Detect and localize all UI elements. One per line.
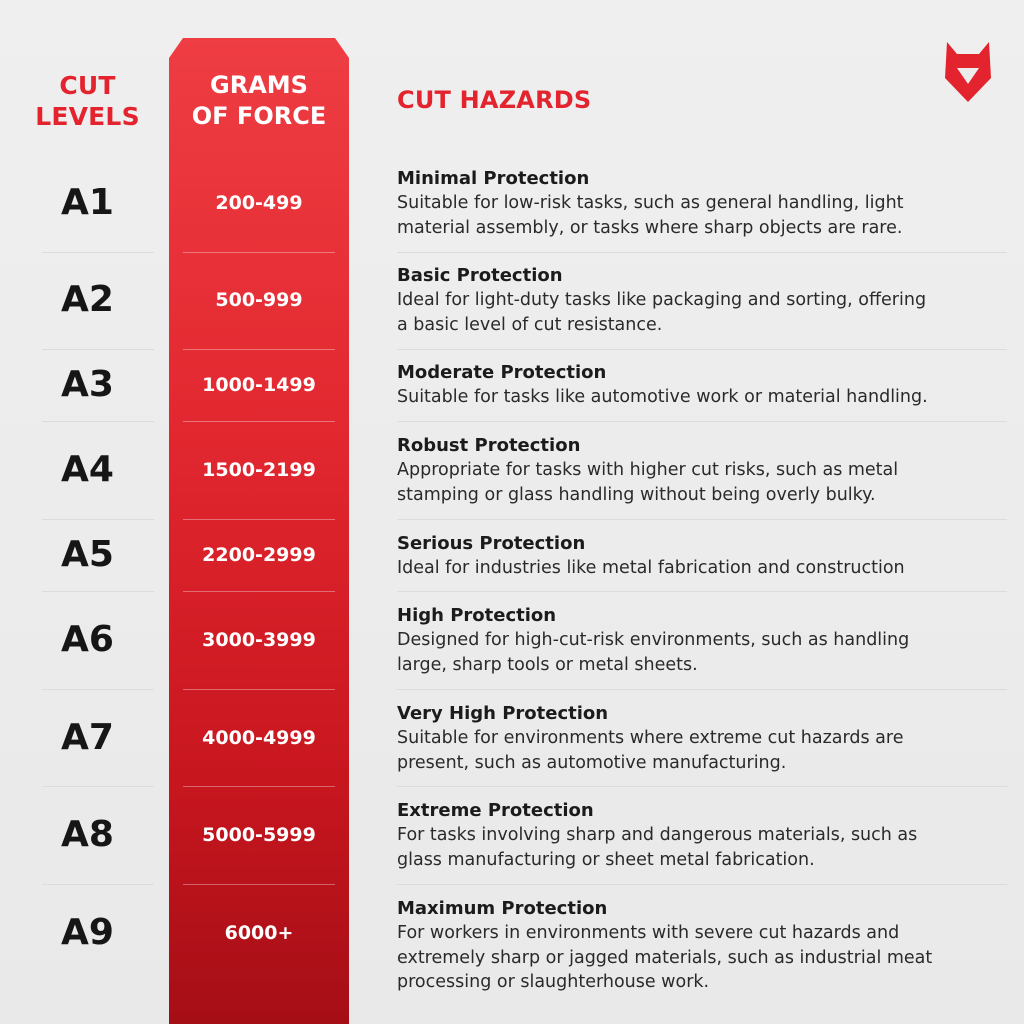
cut-level-label: A1 bbox=[61, 182, 114, 223]
hazard-text-line2: glass manufacturing or sheet metal fabrication. bbox=[397, 849, 815, 870]
hazard-text-line1: For tasks involving sharp and dangerous materials, such as bbox=[397, 825, 918, 845]
hazard-description bbox=[397, 897, 1007, 995]
cut-levels-header bbox=[20, 70, 155, 132]
hazard-description bbox=[397, 532, 1007, 581]
hazard-text-line2: a basic level of cut resistance. bbox=[397, 314, 663, 335]
grams-of-force-header bbox=[169, 70, 349, 132]
hazard-text-line2: present, such as automotive manufacturing. bbox=[397, 752, 787, 773]
hazard-description bbox=[397, 434, 1007, 507]
cut-level-label: A3 bbox=[61, 364, 114, 405]
hazard-text-line3: processing or slaughterhouse work. bbox=[397, 972, 710, 992]
cut-level-label: A5 bbox=[61, 534, 114, 575]
grams-of-force-value: 200-499 bbox=[215, 192, 303, 214]
hazard-text-line1: Ideal for industries like metal fabrication and construction bbox=[397, 558, 905, 578]
hazard-description bbox=[397, 264, 1007, 337]
grams-of-force-value: 1500-2199 bbox=[202, 459, 316, 481]
grams-of-force-value: 5000-5999 bbox=[202, 824, 316, 846]
hazard-text-line1: For workers in environments with severe cut hazards and bbox=[397, 923, 900, 943]
row-divider-left bbox=[42, 591, 154, 592]
row-divider-left bbox=[42, 421, 154, 422]
hazard-description bbox=[397, 702, 1007, 775]
cut-level-label: A7 bbox=[61, 717, 114, 758]
hazard-title: Maximum Protection bbox=[397, 898, 608, 919]
hazard-title: Extreme Protection bbox=[397, 800, 594, 821]
grams-of-force-value: 4000-4999 bbox=[202, 727, 316, 749]
hazard-text-line1: Appropriate for tasks with higher cut risks, such as metal bbox=[397, 460, 899, 480]
shield-mascot-icon bbox=[943, 40, 993, 104]
cut-levels-header-line1: CUT bbox=[59, 71, 116, 100]
row-divider-left bbox=[42, 519, 154, 520]
hazard-description bbox=[397, 799, 1007, 872]
hazard-title: High Protection bbox=[397, 605, 557, 626]
hazard-description bbox=[397, 604, 1007, 677]
row-divider-column bbox=[183, 252, 335, 253]
grams-of-force-header-line2: OF FORCE bbox=[191, 102, 327, 130]
row-divider-column bbox=[183, 689, 335, 690]
hazard-title: Minimal Protection bbox=[397, 168, 590, 189]
row-divider-right bbox=[397, 689, 1007, 690]
hazard-text-line2: material assembly, or tasks where sharp objects are rare. bbox=[397, 217, 903, 238]
hazard-description bbox=[397, 361, 1007, 410]
row-divider-left bbox=[42, 252, 154, 253]
hazard-title: Robust Protection bbox=[397, 435, 581, 456]
grams-of-force-header-line1: GRAMS bbox=[210, 71, 308, 99]
hazard-title: Serious Protection bbox=[397, 533, 586, 554]
row-divider-right bbox=[397, 421, 1007, 422]
grams-of-force-value: 500-999 bbox=[215, 289, 303, 311]
row-divider-column bbox=[183, 786, 335, 787]
hazard-text-line1: Suitable for tasks like automotive work or material handling. bbox=[397, 387, 928, 407]
hazard-text-line1: Designed for high-cut-risk environments, such as handling bbox=[397, 630, 910, 650]
hazard-title: Moderate Protection bbox=[397, 362, 607, 383]
row-divider-right bbox=[397, 349, 1007, 350]
cut-level-label: A9 bbox=[61, 912, 114, 953]
hazard-text-line1: Suitable for low-risk tasks, such as general handling, light bbox=[397, 193, 904, 213]
row-divider-column bbox=[183, 421, 335, 422]
grams-of-force-value: 1000-1499 bbox=[202, 374, 316, 396]
hazard-title: Very High Protection bbox=[397, 703, 609, 724]
row-divider-left bbox=[42, 786, 154, 787]
cut-level-label: A4 bbox=[61, 449, 114, 490]
hazard-text-line2: extremely sharp or jagged materials, such as industrial meat bbox=[397, 947, 933, 968]
cut-level-label: A6 bbox=[61, 619, 114, 660]
row-divider-column bbox=[183, 884, 335, 885]
grams-of-force-value: 2200-2999 bbox=[202, 544, 316, 566]
row-divider-right bbox=[397, 519, 1007, 520]
row-divider-left bbox=[42, 884, 154, 885]
hazard-description bbox=[397, 167, 1007, 240]
grams-of-force-value: 6000+ bbox=[224, 922, 294, 944]
cut-hazards-header: CUT HAZARDS bbox=[397, 86, 592, 114]
grams-of-force-column bbox=[169, 38, 349, 1024]
row-divider-column bbox=[183, 349, 335, 350]
hazard-text-line2: large, sharp tools or metal sheets. bbox=[397, 654, 698, 675]
grams-of-force-value: 3000-3999 bbox=[202, 629, 316, 651]
row-divider-column bbox=[183, 519, 335, 520]
row-divider-right bbox=[397, 591, 1007, 592]
row-divider-right bbox=[397, 884, 1007, 885]
row-divider-left bbox=[42, 689, 154, 690]
hazard-text-line1: Ideal for light-duty tasks like packaging and sorting, offering bbox=[397, 290, 927, 310]
cut-level-label: A8 bbox=[61, 814, 114, 855]
cut-levels-header-line2: LEVELS bbox=[35, 102, 140, 131]
row-divider-right bbox=[397, 786, 1007, 787]
row-divider-right bbox=[397, 252, 1007, 253]
hazard-text-line2: stamping or glass handling without being overly bulky. bbox=[397, 484, 876, 505]
hazard-title: Basic Protection bbox=[397, 265, 563, 286]
row-divider-left bbox=[42, 349, 154, 350]
cut-level-label: A2 bbox=[61, 279, 114, 320]
hazard-text-line1: Suitable for environments where extreme cut hazards are bbox=[397, 728, 904, 748]
row-divider-column bbox=[183, 591, 335, 592]
